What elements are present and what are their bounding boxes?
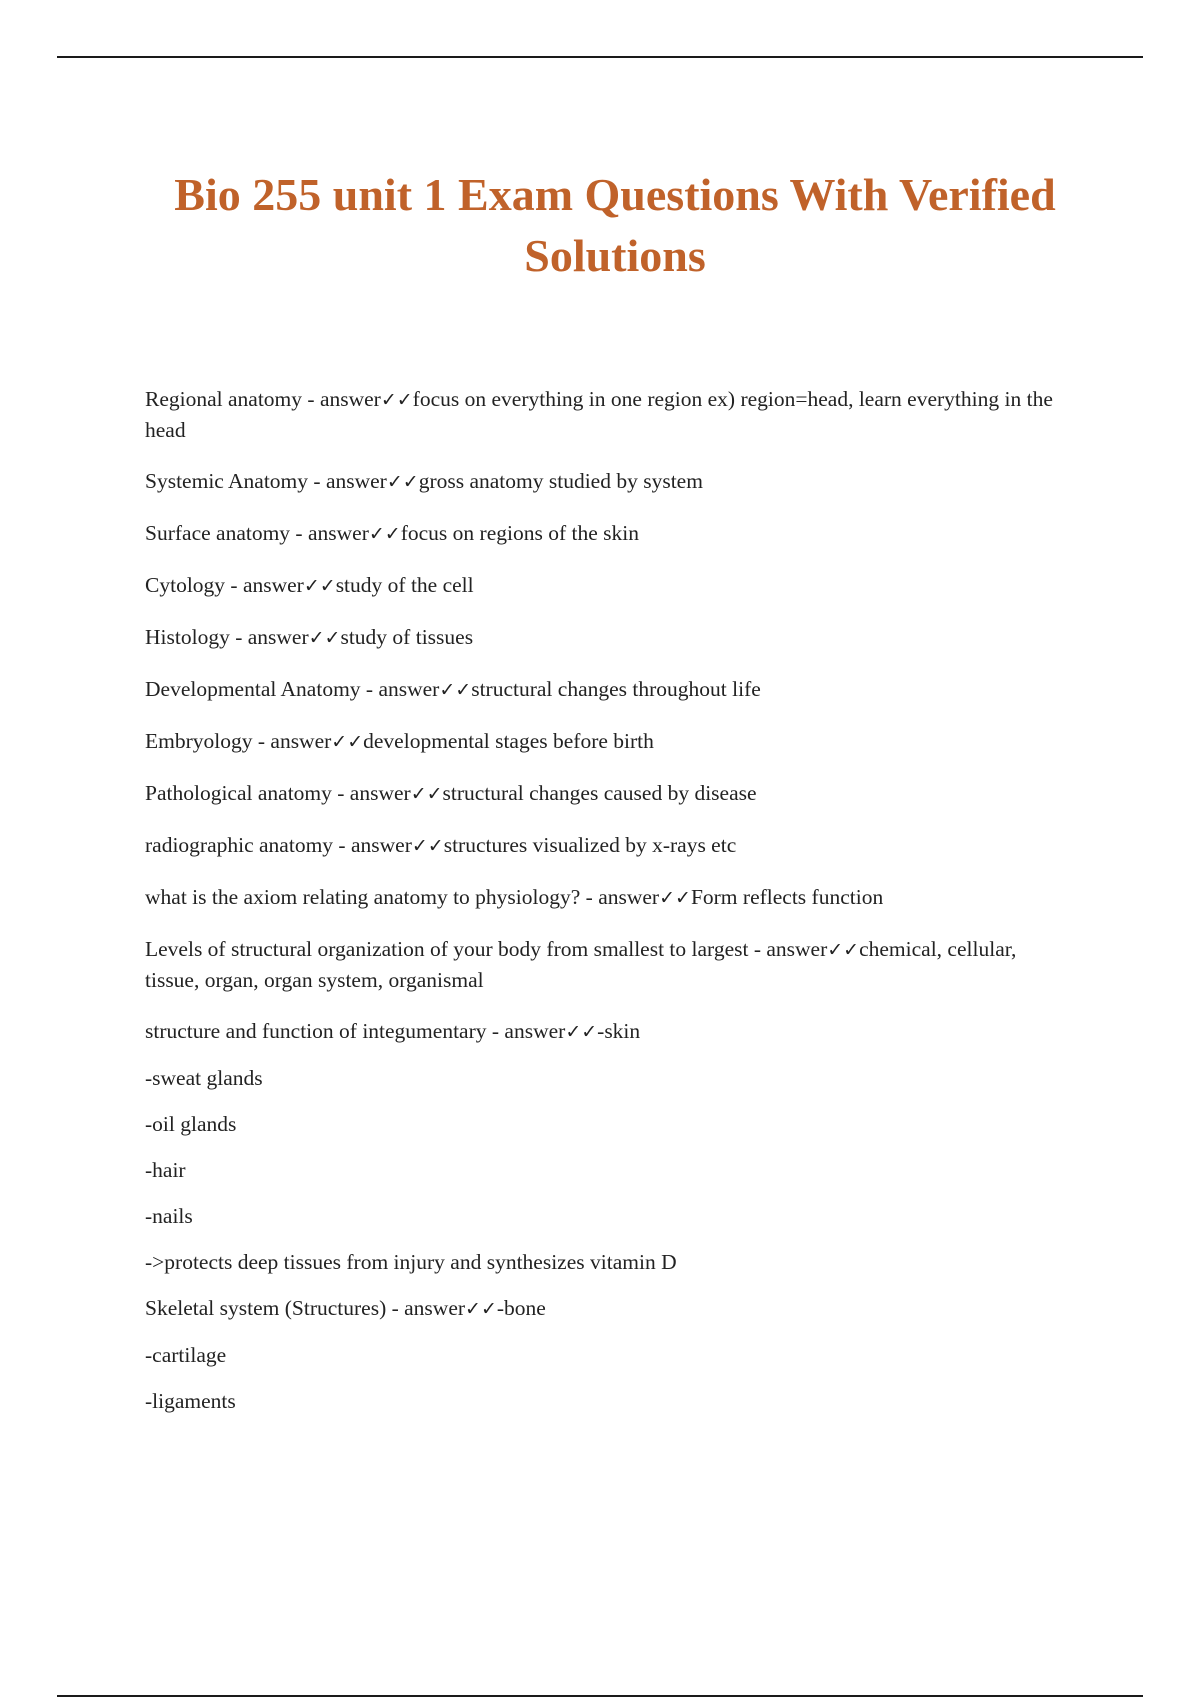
qa-answer: Form reflects function	[690, 885, 884, 909]
qa-item-systemic-anatomy	[145, 466, 1075, 497]
double-check-icon: ✓✓	[565, 1021, 598, 1043]
integumentary-line: -hair	[145, 1158, 186, 1182]
integumentary-line: -oil glands	[145, 1112, 237, 1136]
qa-term: Pathological anatomy - answer	[145, 781, 411, 805]
qa-item-surface-anatomy	[145, 518, 1075, 549]
qa-term: Surface anatomy - answer	[145, 521, 369, 545]
qa-term: structure and function of integumentary - answer	[145, 1019, 566, 1043]
qa-answer: focus on everything in one region ex) region=head, learn everything in the head	[145, 387, 1053, 442]
bottom-rule	[57, 1695, 1143, 1697]
qa-item-radiographic-anatomy	[145, 830, 1075, 861]
qa-answer: developmental stages before birth	[363, 729, 654, 753]
qa-item-integumentary	[145, 1016, 1075, 1047]
double-check-icon: ✓✓	[331, 731, 364, 753]
qa-list	[145, 384, 1075, 1432]
qa-item-pathological-anatomy	[145, 778, 1075, 809]
qa-item-histology	[145, 622, 1075, 653]
qa-answer: -bone	[496, 1296, 546, 1320]
qa-term: Histology - answer	[145, 625, 309, 649]
double-check-icon: ✓✓	[411, 835, 444, 857]
qa-term: Levels of structural organization of your body from smallest to largest - answer	[145, 937, 828, 961]
integumentary-line: ->protects deep tissues from injury and synthesizes vitamin D	[145, 1250, 677, 1274]
qa-term: radiographic anatomy - answer	[145, 833, 412, 857]
qa-item-cytology	[145, 570, 1075, 601]
qa-answer: chemical, cellular, tissue, organ, organ system, organismal	[145, 937, 1017, 992]
double-check-icon: ✓✓	[439, 679, 472, 701]
qa-answer: -skin	[597, 1019, 641, 1043]
qa-term: Systemic Anatomy - answer	[145, 469, 387, 493]
double-check-icon: ✓✓	[368, 523, 401, 545]
double-check-icon: ✓✓	[827, 939, 860, 961]
qa-term: Cytology - answer	[145, 573, 304, 597]
double-check-icon: ✓✓	[465, 1298, 497, 1320]
qa-item-embryology	[145, 726, 1075, 757]
qa-item-developmental-anatomy	[145, 674, 1075, 705]
qa-term: Regional anatomy - answer	[145, 387, 381, 411]
qa-term: Developmental Anatomy - answer	[145, 677, 440, 701]
double-check-icon: ✓✓	[386, 471, 419, 493]
double-check-icon: ✓✓	[380, 389, 413, 411]
double-check-icon: ✓✓	[659, 887, 691, 909]
top-rule	[57, 56, 1143, 58]
qa-term: Skeletal system (Structures) - answer	[145, 1296, 466, 1320]
skeletal-line: -ligaments	[145, 1389, 236, 1413]
qa-item-levels-of-organization	[145, 934, 1075, 995]
qa-item-axiom	[145, 882, 1075, 913]
integumentary-line: -nails	[145, 1204, 193, 1228]
qa-term: what is the axiom relating anatomy to physiology? - answer	[145, 885, 660, 909]
qa-answer: structural changes throughout life	[471, 677, 761, 701]
qa-item-regional-anatomy	[145, 384, 1075, 445]
qa-answer: gross anatomy studied by system	[418, 469, 703, 493]
qa-answer: structures visualized by x-rays etc	[443, 833, 737, 857]
qa-item-skeletal-system	[145, 1293, 1075, 1324]
qa-answer: focus on regions of the skin	[400, 521, 639, 545]
document-title: Bio 255 unit 1 Exam Questions With Verified Solutions	[174, 169, 1056, 281]
skeletal-line: -cartilage	[145, 1343, 227, 1367]
integumentary-line: -sweat glands	[145, 1066, 263, 1090]
qa-answer: study of tissues	[340, 625, 474, 649]
double-check-icon: ✓✓	[410, 783, 443, 805]
qa-answer: structural changes caused by disease	[442, 781, 757, 805]
double-check-icon: ✓✓	[303, 575, 336, 597]
double-check-icon: ✓✓	[308, 627, 341, 649]
qa-answer: study of the cell	[335, 573, 474, 597]
qa-term: Embryology - answer	[145, 729, 332, 753]
